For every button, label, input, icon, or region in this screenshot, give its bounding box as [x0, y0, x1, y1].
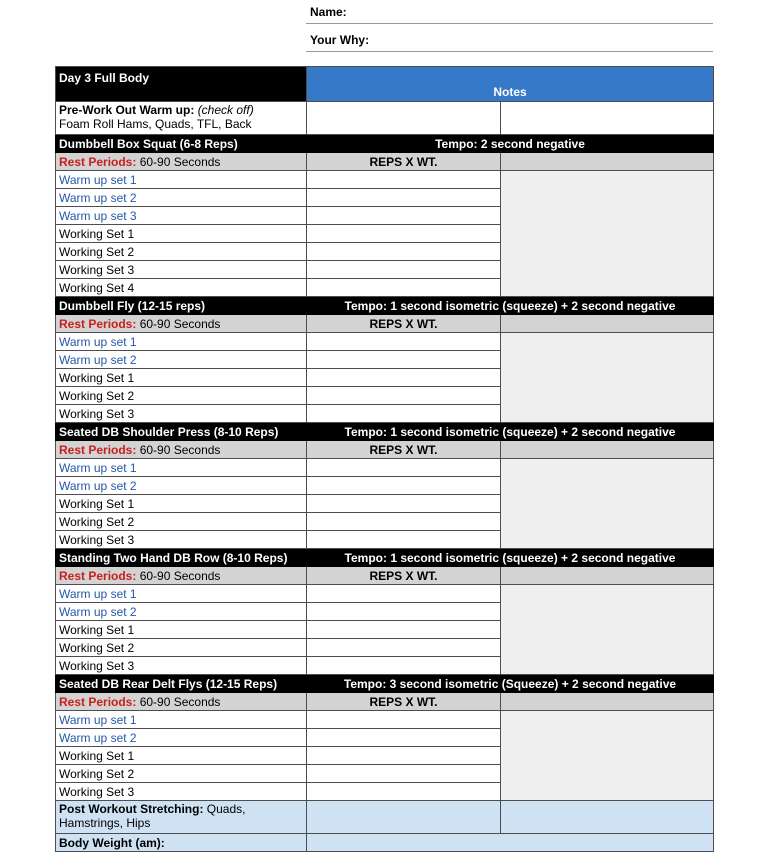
reps-weight-input[interactable] — [307, 657, 501, 675]
post-stretch-row — [56, 801, 714, 834]
exercise-header-row — [56, 549, 714, 567]
set-label: Working Set 1 — [56, 495, 307, 513]
rest-period-cell — [56, 441, 307, 459]
rest-period-cell — [56, 693, 307, 711]
rest-period-row — [56, 315, 714, 333]
post-stretch-label: Post Workout Stretching: — [59, 802, 204, 816]
rest-notes-cell — [501, 315, 714, 333]
rest-notes-cell — [501, 567, 714, 585]
rest-period-row — [56, 693, 714, 711]
warmup-row — [56, 102, 714, 135]
exercise-notes[interactable] — [501, 171, 714, 297]
name-field[interactable] — [306, 3, 713, 24]
reps-weight-header: REPS X WT. — [307, 441, 501, 459]
reps-weight-input[interactable] — [307, 261, 501, 279]
set-label: Warm up set 1 — [56, 333, 307, 351]
set-label: Warm up set 1 — [56, 459, 307, 477]
rest-notes-cell — [501, 153, 714, 171]
reps-weight-input[interactable] — [307, 171, 501, 189]
set-label: Warm up set 1 — [56, 171, 307, 189]
reps-weight-input[interactable] — [307, 243, 501, 261]
exercise-notes[interactable] — [501, 459, 714, 549]
body-weight-label: Body Weight (am): — [56, 834, 307, 852]
set-row — [56, 711, 714, 729]
rest-period-label: Rest Periods: — [59, 316, 137, 331]
reps-weight-input[interactable] — [307, 711, 501, 729]
your-why-label: Your Why: — [310, 33, 370, 47]
set-label: Working Set 4 — [56, 279, 307, 297]
warmup-check-note: (check off) — [197, 103, 254, 117]
exercise-notes[interactable] — [501, 333, 714, 423]
workout-sheet — [55, 66, 713, 852]
rest-period-value: 60-90 Seconds — [139, 694, 221, 709]
set-label: Working Set 3 — [56, 405, 307, 423]
exercise-tempo: Tempo: 3 second isometric (Squeeze) + 2 second negative — [307, 675, 714, 693]
set-label: Warm up set 1 — [56, 711, 307, 729]
set-label: Working Set 2 — [56, 513, 307, 531]
set-label: Working Set 1 — [56, 621, 307, 639]
set-row — [56, 459, 714, 477]
set-label: Working Set 3 — [56, 261, 307, 279]
reps-weight-input[interactable] — [307, 189, 501, 207]
set-label: Warm up set 2 — [56, 729, 307, 747]
set-label: Warm up set 2 — [56, 189, 307, 207]
body-weight-input[interactable] — [307, 834, 714, 852]
exercise-name: Dumbbell Fly (12-15 reps) — [56, 297, 307, 315]
set-label: Working Set 3 — [56, 531, 307, 549]
exercise-header-row — [56, 423, 714, 441]
exercise-tempo: Tempo: 1 second isometric (squeeze) + 2 second negative — [307, 549, 714, 567]
rest-period-cell — [56, 153, 307, 171]
name-label: Name: — [310, 5, 347, 19]
set-label: Working Set 1 — [56, 369, 307, 387]
reps-weight-header: REPS X WT. — [307, 693, 501, 711]
set-row — [56, 333, 714, 351]
reps-weight-input[interactable] — [307, 513, 501, 531]
reps-weight-input[interactable] — [307, 747, 501, 765]
rest-period-cell — [56, 315, 307, 333]
rest-notes-cell — [501, 441, 714, 459]
title-row — [56, 67, 714, 102]
rest-period-row — [56, 153, 714, 171]
post-stretch-check[interactable] — [307, 801, 501, 834]
exercise-header-row — [56, 297, 714, 315]
set-label: Working Set 2 — [56, 243, 307, 261]
rest-period-value: 60-90 Seconds — [139, 442, 221, 457]
set-label: Working Set 1 — [56, 225, 307, 243]
warmup-cell — [56, 102, 307, 135]
reps-weight-input[interactable] — [307, 351, 501, 369]
notes-header: Notes — [307, 67, 714, 102]
warmup-label: Pre-Work Out Warm up: — [59, 103, 195, 117]
set-row — [56, 171, 714, 189]
rest-period-label: Rest Periods: — [59, 154, 137, 169]
set-label: Working Set 2 — [56, 765, 307, 783]
set-label: Working Set 1 — [56, 747, 307, 765]
workout-table — [55, 66, 714, 852]
reps-weight-input[interactable] — [307, 783, 501, 801]
reps-weight-input[interactable] — [307, 639, 501, 657]
rest-period-label: Rest Periods: — [59, 442, 137, 457]
set-label: Working Set 3 — [56, 783, 307, 801]
reps-weight-input[interactable] — [307, 603, 501, 621]
warmup-notes-cell[interactable] — [501, 102, 714, 135]
reps-weight-input[interactable] — [307, 621, 501, 639]
rest-period-value: 60-90 Seconds — [139, 568, 221, 583]
reps-weight-input[interactable] — [307, 369, 501, 387]
reps-weight-input[interactable] — [307, 585, 501, 603]
set-label: Warm up set 2 — [56, 477, 307, 495]
exercise-notes[interactable] — [501, 711, 714, 801]
exercise-name: Dumbbell Box Squat (6-8 Reps) — [56, 135, 307, 153]
body-weight-row — [56, 834, 714, 852]
reps-weight-input[interactable] — [307, 387, 501, 405]
exercise-notes[interactable] — [501, 585, 714, 675]
warmup-check-cell[interactable] — [307, 102, 501, 135]
set-label: Warm up set 1 — [56, 585, 307, 603]
rest-period-cell — [56, 567, 307, 585]
exercise-tempo: Tempo: 1 second isometric (squeeze) + 2 second negative — [307, 297, 714, 315]
rest-period-label: Rest Periods: — [59, 568, 137, 583]
rest-notes-cell — [501, 693, 714, 711]
reps-weight-input[interactable] — [307, 207, 501, 225]
rest-period-row — [56, 567, 714, 585]
exercise-tempo: Tempo: 1 second isometric (squeeze) + 2 second negative — [307, 423, 714, 441]
set-row — [56, 585, 714, 603]
reps-weight-input[interactable] — [307, 531, 501, 549]
reps-weight-input[interactable] — [307, 765, 501, 783]
reps-weight-input[interactable] — [307, 225, 501, 243]
exercise-tempo: Tempo: 2 second negative — [307, 135, 714, 153]
reps-weight-input[interactable] — [307, 495, 501, 513]
reps-weight-input[interactable] — [307, 477, 501, 495]
post-stretch-detail: Quads, Hamstrings, Hips — [59, 802, 246, 830]
set-label: Warm up set 2 — [56, 351, 307, 369]
reps-weight-input[interactable] — [307, 459, 501, 477]
rest-period-row — [56, 441, 714, 459]
reps-weight-input[interactable] — [307, 729, 501, 747]
exercise-name: Seated DB Rear Delt Flys (12-15 Reps) — [56, 675, 307, 693]
day-title: Day 3 Full Body — [56, 67, 307, 102]
your-why-field[interactable] — [306, 31, 713, 52]
exercise-header-row — [56, 675, 714, 693]
exercise-name: Standing Two Hand DB Row (8-10 Reps) — [56, 549, 307, 567]
set-label: Working Set 2 — [56, 387, 307, 405]
exercise-header-row — [56, 135, 714, 153]
rest-period-value: 60-90 Seconds — [139, 316, 221, 331]
reps-weight-input[interactable] — [307, 279, 501, 297]
post-stretch-notes[interactable] — [501, 801, 714, 834]
rest-period-label: Rest Periods: — [59, 694, 137, 709]
reps-weight-header: REPS X WT. — [307, 567, 501, 585]
reps-weight-input[interactable] — [307, 333, 501, 351]
reps-weight-header: REPS X WT. — [307, 153, 501, 171]
reps-weight-input[interactable] — [307, 405, 501, 423]
exercise-name: Seated DB Shoulder Press (8-10 Reps) — [56, 423, 307, 441]
set-label: Working Set 2 — [56, 639, 307, 657]
set-label: Warm up set 3 — [56, 207, 307, 225]
reps-weight-header: REPS X WT. — [307, 315, 501, 333]
rest-period-value: 60-90 Seconds — [139, 154, 221, 169]
set-label: Working Set 3 — [56, 657, 307, 675]
set-label: Warm up set 2 — [56, 603, 307, 621]
warmup-detail: Foam Roll Hams, Quads, TFL, Back — [59, 117, 252, 131]
post-stretch-cell — [56, 801, 307, 834]
